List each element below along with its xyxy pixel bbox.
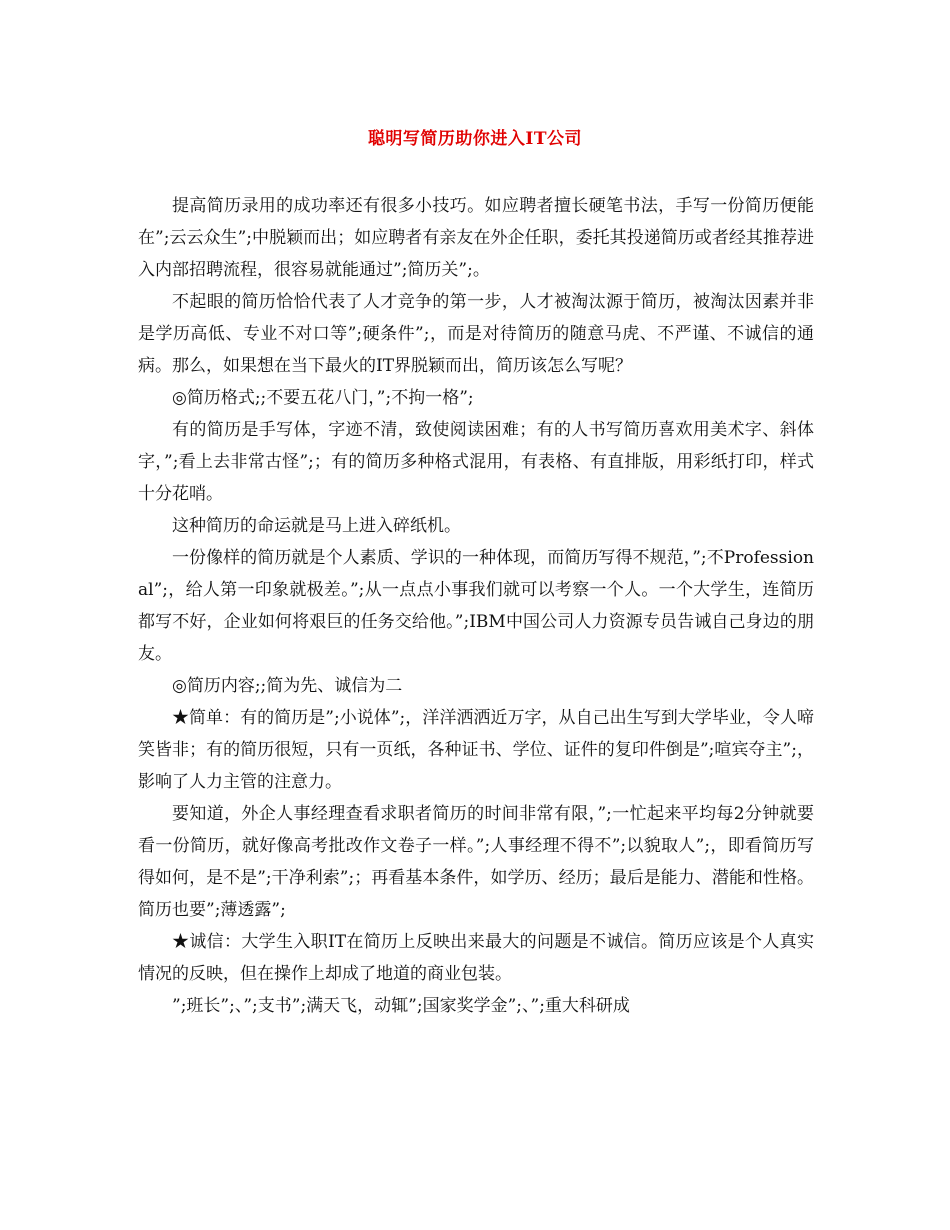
paragraph: 要知道，外企人事经理查看求职者简历的时间非常有限，”;一忙起来平均每2分钟就要看一份简历，就好像高考批改作文卷子一样。”;人事经理不得不”;以貌取人”;，即看简历写得如何，是不是”;干净利索”;；再看基本条件，如学历、经历；最后是能力、潜能和性格。简历也要”;薄透露”;	[138, 804, 814, 920]
paragraph: 这种简历的命运就是马上进入碎纸机。	[172, 516, 461, 536]
paragraph: 有的简历是手写体，字迹不清，致使阅读困难；有的人书写简历喜欢用美术字、斜体字，”;看上去非常古怪”;；有的简历多种格式混用，有表格、有直排版，用彩纸打印，样式十分花哨。	[138, 420, 814, 504]
document-body	[138, 190, 814, 1022]
paragraph: ★简单：有的简历是”;小说体”;，洋洋洒洒近万字，从自己出生写到大学毕业，令人啼笑皆非；有的简历很短，只有一页纸，各种证书、学位、证件的复印件倒是”;喧宾夺主”;，影响了人力主管的注意力。	[138, 708, 814, 792]
paragraph: 不起眼的简历恰恰代表了人才竞争的第一步，人才被淘汰源于简历，被淘汰因素并非是学历高低、专业不对口等”;硬条件”;，而是对待简历的随意马虎、不严谨、不诚信的通病。那么，如果想在当下最火的IT界脱颖而出，简历该怎么写呢？	[138, 292, 814, 376]
paragraph: ”;班长”;、”;支书”;满天飞，动辄”;国家奖学金”;、”;重大科研成	[172, 996, 630, 1016]
paragraph: 一份像样的简历就是个人素质、学识的一种体现，而简历写得不规范，”;不Professional”;，给人第一印象就极差。”;从一点点小事我们就可以考察一个人。一个大学生，连简历都写不好，企业如何将艰巨的任务交给他。”;IBM中国公司人力资源专员告诫自己身边的朋友。	[138, 548, 814, 664]
paragraph: ★诚信：大学生入职IT在简历上反映出来最大的问题是不诚信。简历应该是个人真实情况的反映，但在操作上却成了地道的商业包装。	[138, 932, 814, 984]
document-title: 聪明写简历助你进入IT公司	[367, 129, 583, 149]
section-heading: ◎简历内容;;简为先、诚信为二	[172, 676, 403, 696]
section-heading: ◎简历格式;;不要五花八门，”;不拘一格”;	[172, 388, 474, 408]
paragraph: 提高简历录用的成功率还有很多小技巧。如应聘者擅长硬笔书法，手写一份简历便能在”;云云众生”;中脱颖而出；如应聘者有亲友在外企任职，委托其投递简历或者经其推荐进入内部招聘流程，很容易就能通过”;简历关”;。	[138, 196, 814, 280]
